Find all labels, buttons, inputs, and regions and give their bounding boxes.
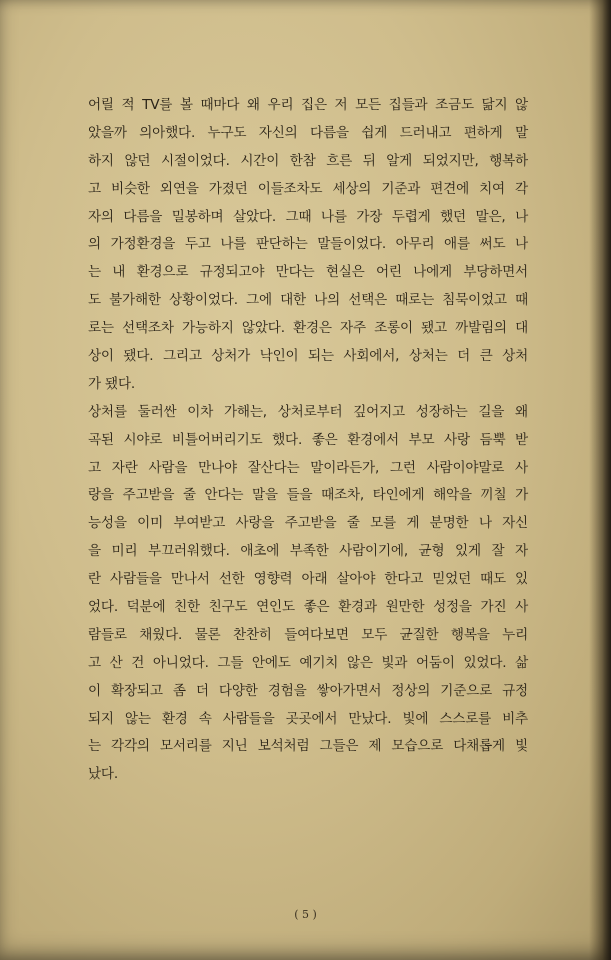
text-line: 하지 않던 시절이었다. 시간이 한참 흐른 뒤 알게 되었지만, 행복하 bbox=[88, 152, 528, 169]
text-line: 람들로 채웠다. 물론 찬찬히 들여다보면 모두 균질한 행복을 누리 bbox=[88, 626, 528, 643]
text-line: 났다. bbox=[88, 766, 118, 783]
text-line: 능성을 이미 부여받고 사랑을 주고받을 줄 모를 게 분명한 나 자신 bbox=[88, 515, 528, 532]
paragraph-2 bbox=[88, 399, 528, 789]
text-line: 되지 않는 환경 속 사람들을 곳곳에서 만났다. 빛에 스스로를 비추 bbox=[88, 710, 528, 727]
text-line: 자의 다름을 밀봉하며 살았다. 그때 나를 가장 두렵게 했던 말은, 나 bbox=[88, 208, 528, 225]
text-line: 았을까 의아했다. 누구도 자신의 다름을 쉽게 드러내고 편하게 말 bbox=[88, 124, 528, 141]
text-line: 고 자란 사람을 만나야 잘산다는 말이라든가, 그런 사람이야말로 사 bbox=[88, 459, 528, 476]
text-line: 의 가정환경을 두고 나를 판단하는 말들이었다. 아무리 애를 써도 나 bbox=[88, 236, 528, 253]
text-line: 고 비슷한 외연을 가졌던 이들조차도 세상의 기준과 편견에 치여 각 bbox=[88, 180, 528, 197]
text-line: 이 확장되고 좀 더 다양한 경험을 쌓아가면서 정상의 기준으로 규정 bbox=[88, 682, 528, 699]
text-line: 상처를 둘러싼 이차 가해는, 상처로부터 깊어지고 성장하는 길을 왜 bbox=[88, 403, 528, 420]
text-line: 어릴 적 TV를 볼 때마다 왜 우리 집은 저 모든 집들과 조금도 닮지 않 bbox=[88, 97, 528, 113]
page-number: ( 5 ) bbox=[294, 908, 317, 921]
page-edge-shadow bbox=[589, 0, 611, 960]
text-line: 고 산 건 아니었다. 그들 안에도 예기치 않은 빛과 어둠이 있었다. 삶 bbox=[88, 654, 528, 671]
text-line: 란 사람들을 만나서 선한 영향력 아래 살아야 한다고 믿었던 때도 있 bbox=[88, 571, 528, 588]
text-line: 상이 됐다. 그리고 상처가 낙인이 되는 사회에서, 상처는 더 큰 상처 bbox=[88, 348, 528, 365]
text-line: 곡된 시야로 비틀어버리기도 했다. 좋은 환경에서 부모 사랑 듬뿍 받 bbox=[88, 431, 528, 448]
text-line: 는 각각의 모서리를 지닌 보석처럼 그들은 제 모습으로 다채롭게 빛 bbox=[88, 738, 528, 755]
text-line: 었다. 덕분에 친한 친구도 연인도 좋은 환경과 원만한 성정을 가진 사 bbox=[88, 599, 528, 616]
text-line: 로는 선택조차 가능하지 않았다. 환경은 자주 조롱이 됐고 까발림의 대 bbox=[88, 320, 528, 337]
paragraph-1 bbox=[88, 92, 528, 399]
body-text bbox=[88, 92, 528, 789]
text-line: 는 내 환경으로 규정되고야 만다는 현실은 어린 나에게 부당하면서 bbox=[88, 264, 528, 281]
text-line: 가 됐다. bbox=[88, 375, 136, 392]
text-line: 랑을 주고받을 줄 안다는 말을 들을 때조차, 타인에게 해악을 끼칠 가 bbox=[88, 487, 528, 504]
text-line: 을 미리 부끄러워했다. 애초에 부족한 사람이기에, 균형 있게 잘 자 bbox=[88, 543, 528, 560]
text-line: 도 불가해한 상황이었다. 그에 대한 나의 선택은 때로는 침묵이었고 때 bbox=[88, 292, 528, 309]
